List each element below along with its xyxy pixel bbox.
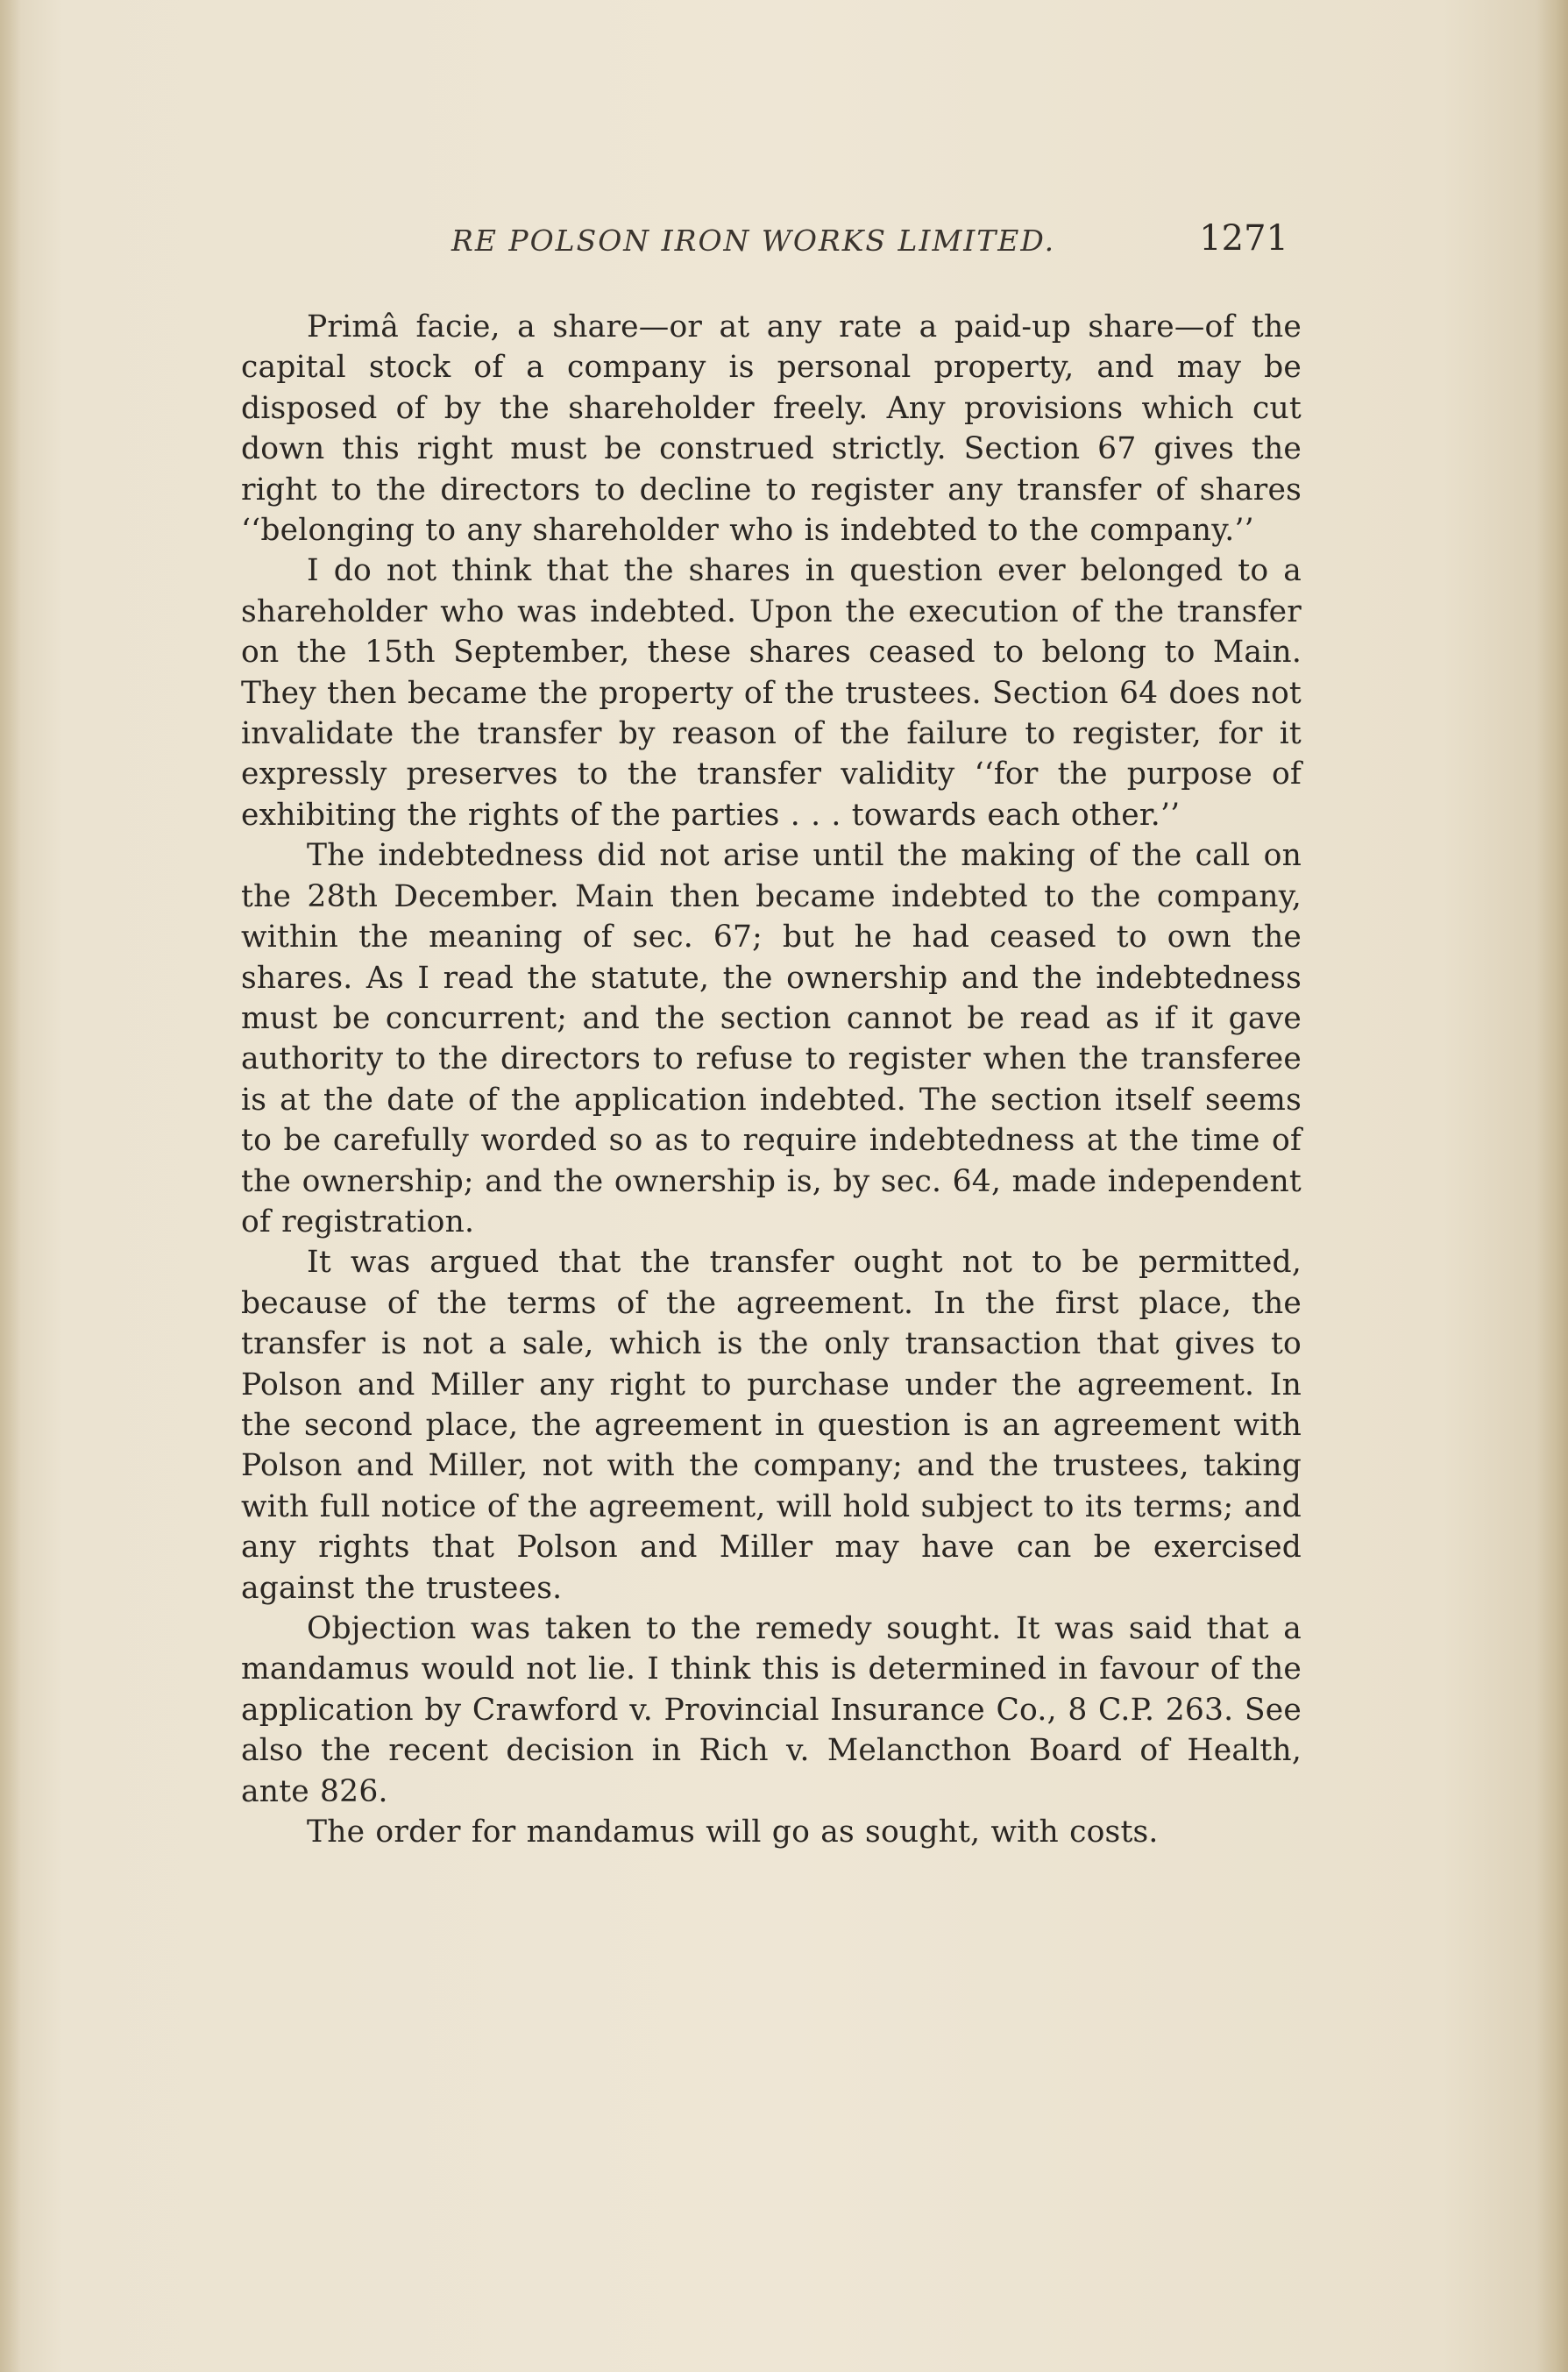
- page-edge-shadow: [1536, 0, 1568, 2372]
- running-head: [241, 218, 1288, 276]
- page-number: 1271: [1199, 218, 1288, 259]
- running-head-title: RE POLSON IRON WORKS LIMITED.: [451, 224, 1056, 258]
- paragraph: Primâ facie, a share—or at any rate a paid-up share—of the capital stock of a company is personal property, and may be disposed of by the shareholder freely. Any provisions which cut down this right must be construed strictly. Section 67 gives the right to the directors to decline to register any transfer of shares ‘‘belonging to any shareholder who is indebted to the company.’’: [241, 309, 1302, 549]
- paragraph: The indebtedness did not arise until the making of the call on the 28th December. Main then became indebted to the company, within the meaning of sec. 67; but he had ceased to own the shares. As I read the statute, the ownership and the indebtedness must be concurrent; and the section cannot be read as if it gave authority to the directors to refuse to register when the transferee is at the date of the application indebted. The section itself seems to be carefully worded so as to require indebtedness at the time of the ownership; and the ownership is, by sec. 64, made independent of registration.: [241, 838, 1302, 1239]
- paragraph: It was argued that the transfer ought not to be permitted, because of the terms of the agreement. In the first place, the transfer is not a sale, which is the only transaction that gives to Polson and Miller any right to purchase under the agreement. In the second place, the agreement in question is an agreement with Polson and Miller, not with the company; and the trustees, taking with full notice of the agreement, will hold subject to its terms; and any rights that Polson and Miller may have can be exercised against the trustees.: [241, 1245, 1302, 1606]
- paragraph: I do not think that the shares in question ever belonged to a shareholder who was indebted. Upon the execution of the transfer on the 15th September, these shares ceased to belong to Main. They then became the property of the trustees. Section 64 does not invalidate the transfer by reason of the failure to register, for it expressly preserves to the transfer validity ‘‘for the purpose of exhibiting the rights of the parties . . . towards each other.’’: [241, 553, 1302, 833]
- page-gutter-shadow: [0, 0, 21, 2372]
- paragraph: Objection was taken to the remedy sought. It was said that a mandamus would not lie. I think this is determined in favour of the application by Crawford v. Provincial Insurance Co., 8 C.P. 263. See also the recent decision in Rich v. Melancthon Board of Health, ante 826.: [241, 1611, 1302, 1809]
- paragraph: The order for mandamus will go as sought, with costs.: [307, 1815, 1159, 1850]
- body-text: [241, 307, 1302, 1852]
